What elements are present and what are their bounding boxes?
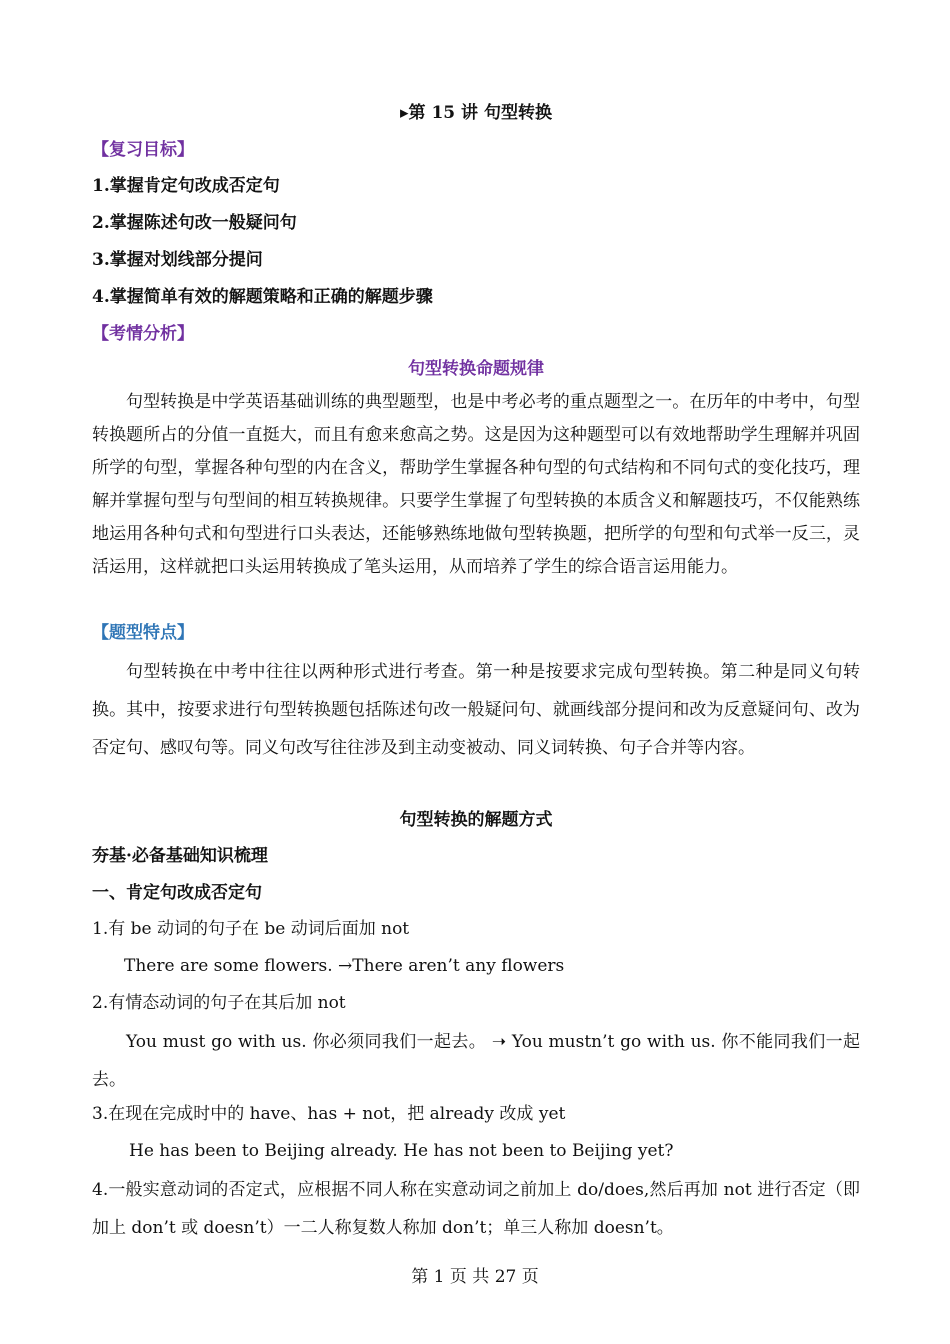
page-footer: 第 1 页 共 27 页 — [411, 1267, 539, 1287]
section-goals-heading: 【复习目标】 — [92, 140, 194, 160]
section-features-heading: 【题型特点】 — [92, 623, 194, 643]
rule-3: 3.在现在完成时中的 have、has + not，把 already 改成 yet — [92, 1104, 566, 1124]
example-3: He has been to Beijing already. He has not been to Beijing yet? — [129, 1141, 674, 1161]
goal-item: 1.掌握肯定句改成否定句 — [92, 176, 280, 196]
page-title: ▸第 15 讲 句型转换 — [400, 103, 552, 123]
features-paragraph: 句型转换在中考中往往以两种形式进行考查。第一种是按要求完成句型转换。第二种是同义句转换。其中，按要求进行句型转换题包括陈述句改一般疑问句、就画线部分提问和改为反意疑问句、改为否定句、感叹句等。同义句改写往往涉及到主动变被动、同义词转换、句子合并等内容。 — [92, 662, 860, 758]
method-heading: 句型转换的解题方式 — [399, 810, 553, 830]
analysis-subheading: 句型转换命题规律 — [408, 359, 544, 379]
section-analysis-heading: 【考情分析】 — [92, 324, 194, 344]
rule-2: 2.有情态动词的句子在其后加 not — [92, 993, 346, 1013]
example-2: You must go with us. 你必须同我们一起去。 ➝ You mustn’t go with us. 你不能同我们一起去。 — [92, 1032, 860, 1090]
rule-4: 4.一般实意动词的否定式，应根据不同人称在实意动词之前加上 do/does,然后再加 not 进行否定（即加上 don’t 或 doesn’t）一二人称复数人称加 don’t；单三人称加 doesn’t。 — [92, 1180, 860, 1238]
rule-1: 1.有 be 动词的句子在 be 动词后面加 not — [92, 919, 410, 939]
goal-item: 3.掌握对划线部分提问 — [92, 250, 263, 270]
goal-item: 2.掌握陈述句改一般疑问句 — [92, 213, 297, 233]
goal-item: 4.掌握简单有效的解题策略和正确的解题步骤 — [92, 287, 433, 307]
analysis-paragraph: 句型转换是中学英语基础训练的典型题型，也是中考必考的重点题型之一。在历年的中考中，句型转换题所占的分值一直挺大，而且有愈来愈高之势。这是因为这种题型可以有效地帮助学生理解并巩固所学的句型，掌握各种句型的内在含义，帮助学生掌握各种句型的句式结构和不同句式的变化技巧，理解并掌握句型与句型间的相互转换规律。只要学生掌握了句型转换的本质含义和解题技巧，不仅能熟练地运用各种句式和句型进行口头表达，还能够熟练地做句型转换题，把所学的句型和句式举一反三，灵活运用，这样就把口头运用转换成了笔头运用，从而培养了学生的综合语言运用能力。 — [92, 392, 860, 577]
example-1: There are some flowers. →There aren’t any flowers — [124, 956, 565, 976]
part1-heading: 一、肯定句改成否定句 — [92, 883, 262, 903]
basics-heading: 夯基·必备基础知识梳理 — [92, 846, 268, 866]
